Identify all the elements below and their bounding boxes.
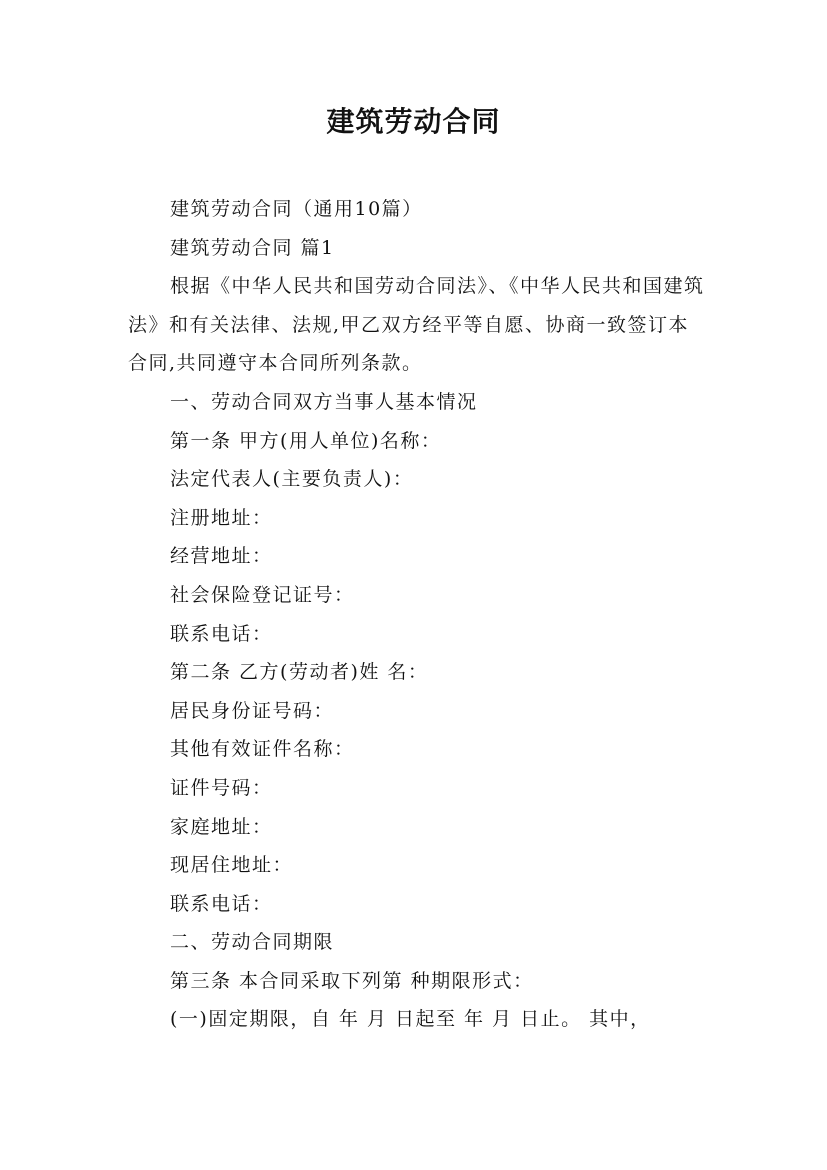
paragraph-employee-phone: 联系电话： [170,892,273,915]
document-title: 建筑劳动合同 [326,105,501,138]
paragraph-subtitle: 建筑劳动合同（通用10篇） [170,198,423,220]
paragraph-id-number: 居民身份证号码： [170,699,335,722]
paragraph-fixed-term: (一)固定期限，自 年 月 日起至 年 月 日止。 其中， [170,1008,651,1031]
paragraph-employer-phone: 联系电话： [170,622,273,645]
paragraph-home-address: 家庭地址： [170,815,273,838]
paragraph-article-one: 第一条 甲方(用人单位)名称： [170,429,442,452]
paragraph-legal-representative: 法定代表人(主要负责人)： [170,468,414,491]
paragraph-article-two: 第二条 乙方(劳动者)姓 名： [170,661,429,684]
paragraph-section-heading: 建筑劳动合同 篇1 [170,236,335,259]
paragraph-other-id-name: 其他有效证件名称： [170,738,355,761]
paragraph-business-address: 经营地址： [170,545,273,568]
paragraph-preamble: 根据《中华人民共和国劳动合同法》、《中华人民共和国建筑法》和有关法律、法规,甲乙双方经平等自愿、协商一致签订本合同,共同遵守本合同所列条款。 [128,275,705,375]
paragraph-part-one-heading: 一、劳动合同双方当事人基本情况 [170,390,478,413]
paragraph-social-insurance-number: 社会保险登记证号： [170,583,355,606]
document-body [128,190,708,1039]
paragraph-id-document-number: 证件号码： [170,776,273,799]
paragraph-article-three: 第三条 本合同采取下列第 种期限形式： [170,969,534,992]
paragraph-current-address: 现居住地址： [170,854,294,877]
paragraph-registered-address: 注册地址： [170,506,273,529]
paragraph-part-two-heading: 二、劳动合同期限 [170,931,335,954]
